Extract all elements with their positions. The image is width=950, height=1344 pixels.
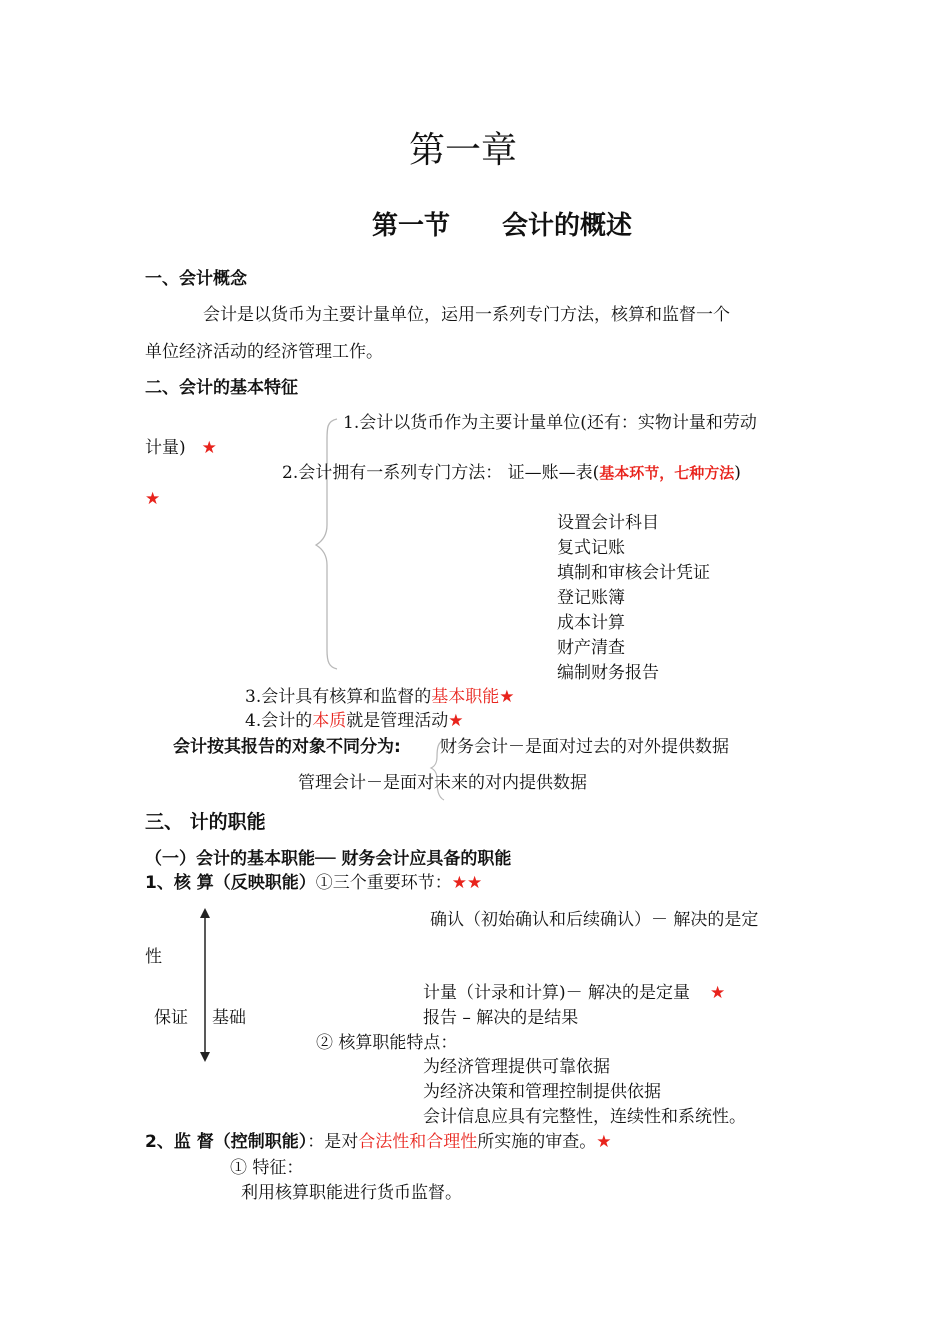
feature-item: 为经济管理提供可靠依据 [423, 1057, 610, 1077]
confirm-line-1: 确认（初始确认和后续确认）－ 解决的是定 [430, 910, 759, 930]
star-icon: ★ [448, 711, 464, 731]
arrow-down-icon [200, 1052, 210, 1062]
method-item: 成本计算 [557, 613, 625, 633]
method-item: 复式记账 [557, 538, 625, 558]
classification-label: 会计按其报告的对象不同分为: [173, 737, 401, 757]
supervision-feature-1: 利用核算职能进行货币监督。 [241, 1183, 462, 1203]
measure-line: 计量（计录和计算)－ 解决的是定量 ★ [423, 983, 726, 1003]
feature-4: 4.会计的本质就是管理活动★ [245, 711, 464, 731]
report-line: 报告 – 解决的是结果 [423, 1008, 579, 1028]
management-accounting: 管理会计－是面对未来的对内提供数据 [298, 773, 587, 793]
feature-1-line-1: 1.会计以货币作为主要计量单位(还有：实物计量和劳动 [343, 413, 757, 433]
section-name: 会计的概述 [502, 211, 633, 241]
heading-features: 二、会计的基本特征 [145, 378, 298, 398]
heading-concept: 一、会计概念 [145, 269, 247, 289]
concept-line-2: 单位经济活动的经济管理工作。 [145, 342, 383, 362]
feature-item: 会计信息应具有完整性，连续性和系统性。 [423, 1107, 746, 1127]
basic-functions-heading: （一）会计的基本职能── 财务会计应具备的职能 [145, 849, 512, 869]
heading-functions: 三、 计的职能 [145, 811, 266, 833]
feature-1-line-2: 计量) ★ [145, 438, 217, 458]
supervision-features-label: ① 特征： [230, 1158, 304, 1178]
feature-3: 3.会计具有核算和监督的基本职能★ [245, 687, 515, 707]
method-item: 填制和审核会计凭证 [557, 563, 710, 583]
basis-label: 基础 [212, 1008, 246, 1028]
star-icon: ★ [145, 489, 161, 509]
star-icon: ★ [499, 687, 515, 707]
chapter-title: 第一章 [409, 130, 518, 171]
financial-accounting: 财务会计－是面对过去的对外提供数据 [440, 737, 729, 757]
method-item: 编制财务报告 [557, 663, 659, 683]
star-icon: ★ [201, 438, 217, 458]
section-number: 第一节 [372, 211, 451, 241]
item-supervision: 2、监 督（控制职能）：是对合法性和合理性所实施的审查。★ [145, 1132, 612, 1152]
method-item: 登记账簿 [557, 588, 625, 608]
concept-line-1: 会计是以货币为主要计量单位，运用一系列专门方法，核算和监督一个 [203, 305, 730, 325]
star-icon: ★ [710, 983, 726, 1003]
method-item: 设置会计科目 [557, 513, 659, 533]
confirm-line-2: 性 [145, 947, 162, 967]
feature-2: 2.会计拥有一系列专门方法： 证—账—表(基本环节，七种方法) [282, 463, 741, 483]
arrow-up-icon [200, 908, 210, 918]
method-item: 财产清查 [557, 638, 625, 658]
curly-brace [316, 419, 337, 669]
star-icon: ★ [596, 1132, 612, 1152]
feature-item: 为经济决策和管理控制提供依据 [423, 1082, 661, 1102]
guarantee-label: 保证 [154, 1008, 188, 1028]
features-label: ② 核算职能特点： [316, 1033, 458, 1053]
star-icon: ★★ [451, 873, 483, 893]
item-accounting: 1、核 算（反映职能）①三个重要环节：★★ [145, 873, 483, 893]
